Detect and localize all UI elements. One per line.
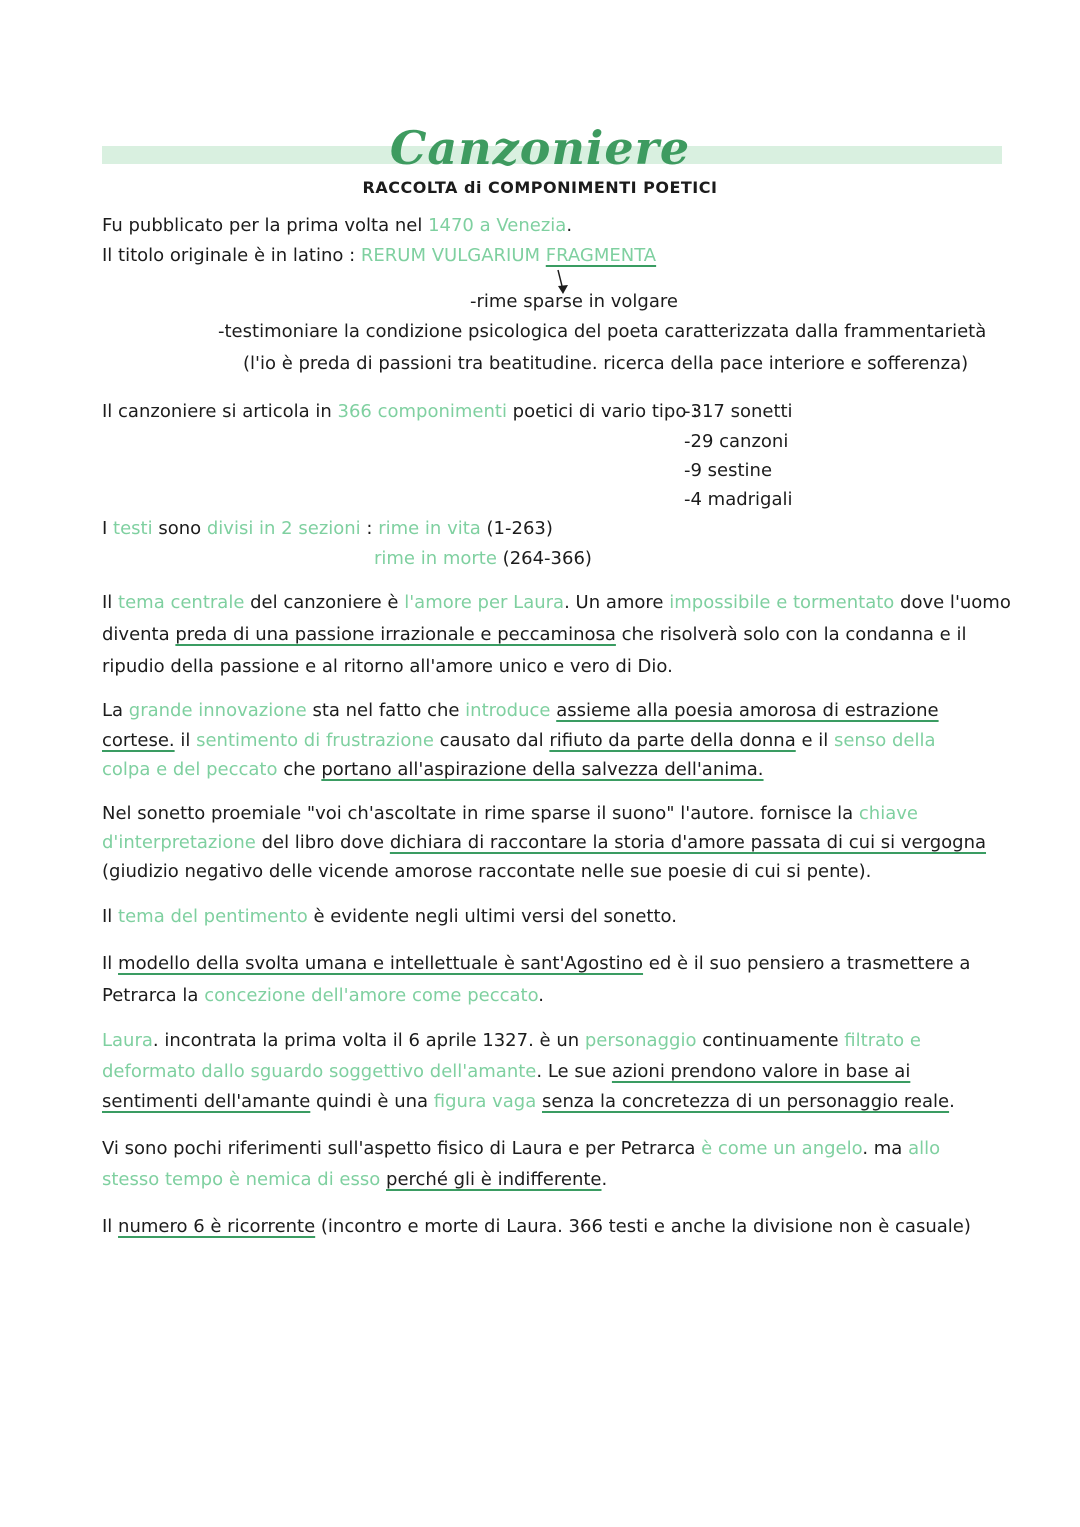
- type-item: -317 sonetti: [684, 401, 793, 422]
- tema-line-3: ripudio della passione e al ritorno all'amore unico e vero di Dio.: [102, 656, 673, 677]
- aspetto-line-1: Vi sono pochi riferimenti sull'aspetto fisico di Laura e per Petrarca è come un angelo. ma allo: [102, 1138, 941, 1159]
- page-title: Canzoniere: [389, 121, 691, 175]
- type-item: -9 sestine: [684, 460, 773, 481]
- intro-line-3: -rime sparse in volgare: [470, 291, 678, 312]
- intro-line-2: Il titolo originale è in latino : RERUM VULGARIUM FRAGMENTA: [102, 245, 657, 266]
- type-item: -4 madrigali: [684, 489, 793, 510]
- sections-line-2: rime in morte (264-366): [374, 548, 592, 569]
- pentimento-line: Il tema del pentimento è evidente negli ultimi versi del sonetto.: [102, 906, 677, 927]
- modello-line-2: Petrarca la concezione dell'amore come peccato.: [102, 985, 545, 1006]
- innov-line-1: La grande innovazione sta nel fatto che introduce assieme alla poesia amorosa di estrazione: [102, 700, 939, 721]
- sonetto-line-3: (giudizio negativo delle vicende amorose raccontate nelle sue poesie di cui si pente).: [102, 861, 872, 882]
- intro-line-5: (l'io è preda di passioni tra beatitudine. ricerca della pace interiore e sofferenza): [243, 353, 969, 374]
- sonetto-line-1: Nel sonetto proemiale "voi ch'ascoltate in rime sparse il suono" l'autore. fornisce la chiave: [102, 803, 918, 824]
- structure-line: Il canzoniere si articola in 366 componimenti poetici di vario tipo :: [102, 401, 699, 422]
- tema-line-1: Il tema centrale del canzoniere è l'amore per Laura. Un amore impossibile e tormentato dove l'uomo: [102, 592, 1011, 613]
- innov-line-3: colpa e del peccato che portano all'aspirazione della salvezza dell'anima.: [102, 759, 764, 780]
- sonetto-line-2: d'interpretazione del libro dove dichiara di raccontare la storia d'amore passata di cui si vergogna: [102, 832, 987, 853]
- intro-line-4: -testimoniare la condizione psicologica del poeta caratterizzata dalla frammentarietà: [218, 321, 987, 342]
- modello-line-1: Il modello della svolta umana e intellettuale è sant'Agostino ed è il suo pensiero a trasmettere a: [102, 953, 971, 974]
- intro-line-1: Fu pubblicato per la prima volta nel 1470 a Venezia.: [102, 215, 573, 236]
- laura-line-1: Laura. incontrata la prima volta il 6 aprile 1327. è un personaggio continuamente filtrato e: [102, 1030, 921, 1051]
- laura-line-2: deformato dallo sguardo soggettivo dell'amante. Le sue azioni prendono valore in base ai: [102, 1061, 911, 1082]
- laura-line-3: sentimenti dell'amante quindi è una figura vaga senza la concretezza di un personaggio reale.: [102, 1091, 955, 1112]
- innov-line-2: cortese. il sentimento di frustrazione causato dal rifiuto da parte della donna e il senso della: [102, 730, 936, 751]
- type-item: -29 canzoni: [684, 431, 789, 452]
- page-subtitle: RACCOLTA di COMPONIMENTI POETICI: [362, 178, 718, 197]
- aspetto-line-2: stesso tempo è nemica di esso perché gli è indifferente.: [102, 1169, 608, 1190]
- numero-line: Il numero 6 è ricorrente (incontro e morte di Laura. 366 testi e anche la divisione non è casuale): [102, 1216, 971, 1237]
- tema-line-2: diventa preda di una passione irrazionale e peccaminosa che risolverà solo con la condanna e il: [102, 624, 967, 645]
- sections-line-1: I testi sono divisi in 2 sezioni : rime in vita (1-263): [102, 518, 553, 539]
